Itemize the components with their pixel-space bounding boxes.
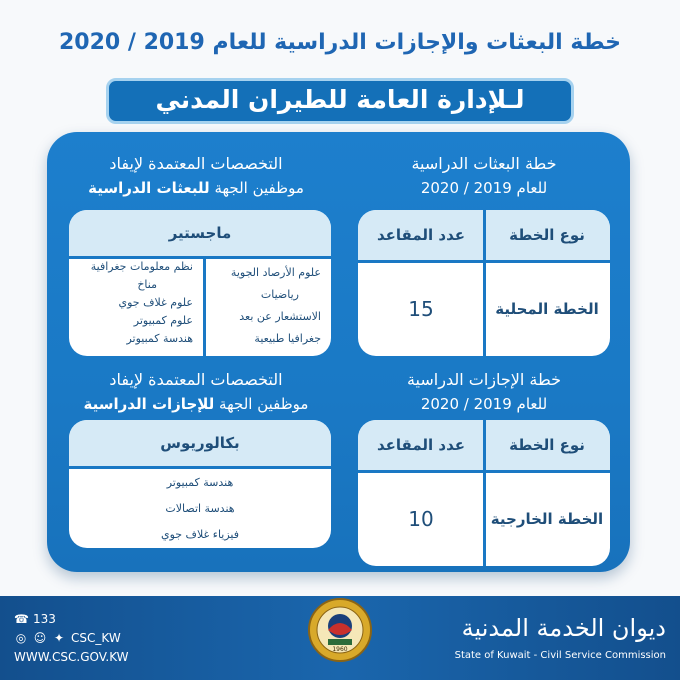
leaves-specs-title-line1: التخصصات المعتمدة لإيفاد [109,370,283,389]
leaves-plan-title [358,368,610,416]
list-item: هندسة كمبيوتر [126,332,193,345]
missions-plan-type: الخطة المحلية [495,300,599,318]
leaves-specs-title-prefix: موظفين الجهة [214,395,309,413]
leaves-plan-title-line1: خطة الإجازات الدراسية [406,370,562,389]
list-item: نظم معلومات جغرافية [90,260,193,273]
missions-specs-title [51,152,341,200]
missions-plan-table [358,210,610,356]
leaves-specs-divider-h [69,466,331,469]
social-handle[interactable]: CSC_KW [71,631,121,645]
leaves-plan-seats: 10 [408,507,434,531]
missions-specs-title-prefix: موظفين الجهة [209,179,304,197]
contact-info [14,610,129,667]
website-row [14,648,129,667]
leaves-plan-data-row [358,473,610,566]
leaves-plan-col-seats: عدد المقاعد [376,436,465,454]
page-title: خطة البعثات والإجازات الدراسية للعام 2019 / 2020 [58,30,622,55]
website-link[interactable]: WWW.CSC.GOV.KW [14,650,129,664]
brand-name-english: State of Kuwait - Civil Service Commission [454,650,666,661]
missions-specs-left-column [75,258,193,348]
leaves-specs-title-bold: للإجازات الدراسية [83,395,215,413]
list-item: الاستشعار عن بعد [239,310,321,323]
leaves-plan-col-type: نوع الخطة [509,436,585,454]
list-item: علوم غلاف جوي [118,296,193,309]
civil-service-seal-logo [306,596,374,664]
brand-name-arabic: ديوان الخدمة المدنية [461,614,666,642]
missions-specs-card [69,210,331,356]
snapchat-icon: ☺ [33,631,47,645]
missions-specs-title-line1: التخصصات المعتمدة لإيفاد [109,154,283,173]
instagram-icon: ◎ [15,631,27,645]
list-item: هندسة كمبيوتر [166,476,234,489]
leaves-specs-card [69,420,331,548]
missions-plan-title [358,152,610,200]
missions-plan-title-line1: خطة البعثات الدراسية [411,154,557,173]
list-item: مناخ [137,278,157,291]
list-item: رياضيات [260,288,299,301]
missions-plan-title-line2: للعام 2019 / 2020 [420,179,548,197]
list-item: هندسة اتصالات [165,502,235,515]
leaves-plan-type: الخطة الخارجية [490,510,604,528]
title-banner: لـلإدارة العامة للطيران المدني [106,78,574,124]
phone-icon: ☎ [14,612,29,626]
phone-row [14,610,129,629]
missions-specs-title-line2 [51,176,341,200]
missions-plan-data-row [358,263,610,356]
missions-plan-col-type: نوع الخطة [509,226,585,244]
missions-specs-right-column [205,262,321,350]
leaves-specs-degree: بكالوريوس [69,420,331,466]
missions-specs-degree: ماجستير [69,210,331,256]
missions-specs-title-bold: للبعثات الدراسية [88,179,210,197]
twitter-icon: ✦ [53,631,65,645]
seal-year: 1960 [332,646,348,653]
leaves-specs-list [69,470,331,548]
social-row [14,629,129,648]
list-item: جغرافيا طبيعية [254,332,321,345]
leaves-plan-table [358,420,610,566]
list-item: علوم كمبيوتر [133,314,193,327]
missions-plan-col-seats: عدد المقاعد [376,226,465,244]
list-item: علوم الأرصاد الجوية [230,266,321,279]
leaves-plan-title-line2: للعام 2019 / 2020 [420,395,548,413]
leaves-specs-title [51,368,341,416]
list-item: فيزياء غلاف جوي [160,528,240,541]
phone-number[interactable]: 133 [33,612,56,626]
missions-plan-seats: 15 [408,297,434,321]
leaves-specs-title-line2 [51,392,341,416]
